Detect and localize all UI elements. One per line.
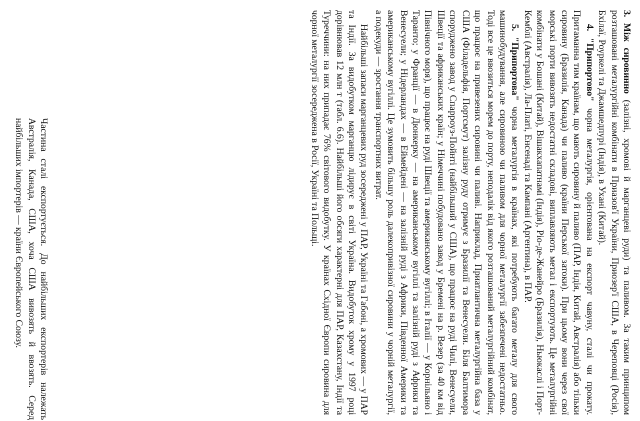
paragraph-3 xyxy=(595,10,632,415)
paragraph-exporters: Частина сталі експортується. До найбільших експортерів належать Австралія, Канада, США, хоча США вивозять й ввозять. Серед найбільших імпортерів — країни Європейського Союзу. xyxy=(13,118,50,420)
paragraph-5 xyxy=(371,10,520,415)
paragraph-5-lead: 5. "Припортова" xyxy=(509,24,521,101)
paragraph-4 xyxy=(520,10,594,415)
paragraph-reserves xyxy=(307,10,369,415)
paragraph-reserves-text: Найбільші запаси марганцевих руд зосереджені у ПАР, Україні та Габоні, а хромових — у ПАР та Індії. За видобутком марганцю лідирує в світі Україна. Видобуток хрому у 1997 році дорівнював 12 млн т (табл. 6.6). Найбільші його обсяги характерні для ПАР, Казахстану, Індії та Туреччини: на них припадає 76% світового видобутку. У країнах Східної Європи сировина для чорної металургії зосереджена в Росії, Україні та Польщі. xyxy=(308,10,370,415)
paragraph-4-lead: 4. "Припортово" xyxy=(583,24,595,102)
paragraph-5-text: чорна металургія в країнах, які потребують багато металу для свого машинобудування, але сировиною чи паливом для чорної металургії забезпечені недостатньо. Тоді все це ввозиться морем до порту, неподалік від якого розташований металургійний комбінат, що працює на привезених сировині чи паливі. Наприклад, Приатлантична металургійна база у США (Філадельфія, Портсмут) залізну руду отримує з Бразилії та Венесуели. Біля Балтимора споруджено завод у Спарроуз-Пойнті (найбільший у США), що працює на руді Чилі, Венесуели, Швеції та африканських країн; у Німеччині побудовано завод у Бремені на р. Везер (за 40 км від Північного моря), що працює на руді Швеції та американському вугіллі; в Італії — у Корнільяно і Таранто; у Франції — в Дюнкерку — на американському вугіллі та залізній руді з Африки та Венесуели; у Нідерландах — в Еймейдені — на залізній руді з Африки, Південної Америки та американському вугіллі. Це зумовить більшу роль далекопривізної сировини у чорній металургії, а подекуди — зростання транспортних витрат. xyxy=(372,10,521,415)
paragraph-4-text: чорна металургія, орієнтована на експорт чавуну, сталі чи прокату. Притаманна тим країнам, що мають сировину й паливо (ПАР, Індія, Китай, Австралія) або тільки сировину (Бразилія, Канада) чи паливо (країни Перської затоки). При цьому вони через свої морські порти вивозять недостатні складові, виплавляють метал і експортують. Це металургійні комбінати у Бошані (Китай), Вішакхапатнамі (Індія), Ріо-де-Жанейро (Бразилія), Ньюкаслі і Порт-Кемблі (Австралія), Ла-Платі, Енсенаді та Кампані (Аргентина), в ПАР. xyxy=(521,10,595,415)
paragraph-3-text: (залізні, хромові й марганцеві руди) та паливом. За таким принципом розташовані металургійні комбінати в Приазов'ї України, Приозер'ї США, в Череповці (Росія), Бхілаї, Роуркелі та Джамшедпурі (Індія), в Ухані (Китай). xyxy=(596,10,632,415)
paragraph-3-lead: 3. Між сировинно xyxy=(621,10,632,94)
